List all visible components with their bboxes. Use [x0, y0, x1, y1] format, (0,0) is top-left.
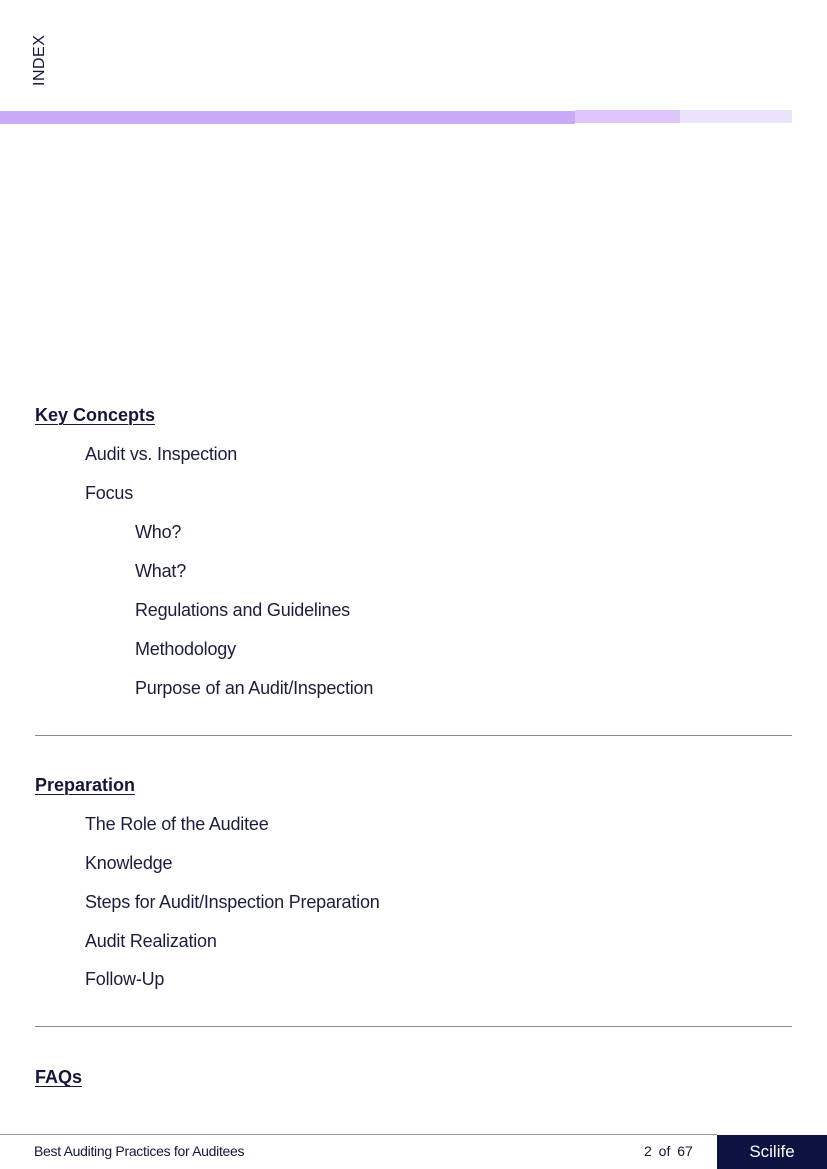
- accent-bar-primary: [0, 111, 575, 124]
- toc-item-audit-realization[interactable]: Audit Realization: [85, 931, 217, 951]
- toc-section-preparation[interactable]: Preparation: [35, 775, 136, 795]
- toc-item-steps-preparation[interactable]: Steps for Audit/Inspection Preparation: [85, 892, 380, 912]
- toc-item-focus[interactable]: Focus: [85, 483, 134, 503]
- toc-item-audit-vs-inspection[interactable]: Audit vs. Inspection: [85, 444, 238, 464]
- index-label: INDEX: [31, 34, 48, 86]
- accent-bar-tertiary: [680, 110, 792, 123]
- toc-section-faqs[interactable]: FAQs: [35, 1067, 83, 1087]
- section-divider: [35, 735, 792, 736]
- toc-item-regulations-guidelines[interactable]: Regulations and Guidelines: [135, 600, 350, 620]
- toc-item-purpose[interactable]: Purpose of an Audit/Inspection: [135, 678, 374, 698]
- footer-document-title: Best Auditing Practices for Auditees: [34, 1143, 245, 1159]
- toc-item-who[interactable]: Who?: [135, 522, 182, 542]
- section-divider: [35, 1026, 792, 1027]
- footer-divider: [0, 1134, 717, 1135]
- toc-item-follow-up[interactable]: Follow-Up: [85, 969, 165, 989]
- brand-logo: [717, 1135, 827, 1169]
- toc-item-role-of-auditee[interactable]: The Role of the Auditee: [85, 814, 269, 834]
- page-indicator: 2 of 67: [644, 1143, 693, 1159]
- toc-section-key-concepts[interactable]: Key Concepts: [35, 405, 156, 425]
- toc-item-knowledge[interactable]: Knowledge: [85, 853, 173, 873]
- accent-bar-secondary: [575, 110, 680, 123]
- toc-item-what[interactable]: What?: [135, 561, 187, 581]
- toc-item-methodology[interactable]: Methodology: [135, 639, 236, 659]
- brand-name: Scilife: [749, 1142, 795, 1161]
